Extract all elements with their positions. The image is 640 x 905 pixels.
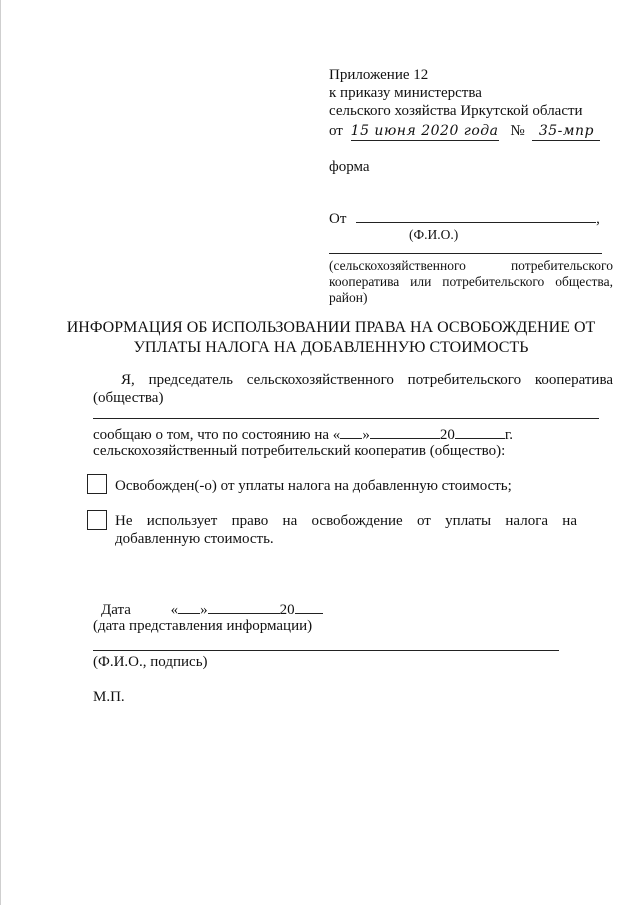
form-label: форма	[329, 159, 370, 175]
option-not-used-label-line1: Не использует право на освобождение от уплаты налога на	[115, 513, 577, 529]
sender-fio-blank[interactable]	[356, 208, 596, 223]
sender-from-label: От	[329, 211, 347, 227]
option-exempt-label: Освобожден(-о) от уплаты налога на добавленную стоимость;	[115, 478, 512, 494]
footer-year-blank[interactable]	[295, 599, 323, 614]
signature-blank[interactable]	[93, 650, 559, 651]
footer-date-line	[101, 599, 323, 619]
order-number-sign: №	[510, 123, 525, 139]
footer-day-blank[interactable]	[178, 599, 200, 614]
order-line-ministry: к приказу министерства	[329, 85, 482, 101]
order-date-handwritten: 15 июня 2020 года	[350, 123, 499, 139]
org-hint-part1: (сельскохозяйственного	[329, 258, 466, 273]
document-title-line1: ИНФОРМАЦИЯ ОБ ИСПОЛЬЗОВАНИИ ПРАВА НА ОСВОБОЖДЕНИЕ ОТ	[66, 319, 596, 336]
report-year-blank[interactable]	[455, 424, 505, 439]
report-quote-close: »	[362, 427, 370, 443]
report-day-blank[interactable]	[340, 424, 362, 439]
order-date-line	[329, 122, 600, 141]
report-month-blank[interactable]	[370, 424, 440, 439]
report-date-line	[93, 424, 513, 444]
stamp-place-label: М.П.	[93, 689, 125, 705]
footer-date-open: «	[170, 602, 179, 618]
footer-date-hint: (дата представления информации)	[93, 618, 313, 634]
footer-year-prefix: 20	[279, 602, 295, 618]
option-not-used-label-line2: добавленную стоимость.	[115, 531, 274, 547]
body-para1-line2: (общества)	[93, 390, 164, 406]
sender-from-line: От ,	[329, 208, 600, 228]
chairman-name-blank[interactable]	[93, 418, 599, 419]
report-prefix: сообщаю о том, что по состоянию на «	[93, 427, 341, 443]
sender-org-hint-line2: кооператива или потребительского общества,	[329, 274, 613, 289]
option-exempt-checkbox[interactable]	[87, 474, 107, 494]
order-date-prefix: от	[329, 123, 343, 139]
footer-month-blank[interactable]	[208, 599, 280, 614]
footer-date-close: »	[200, 602, 208, 618]
option-not-used-checkbox[interactable]	[87, 510, 107, 530]
report-year-suffix: г.	[504, 427, 514, 443]
document-title-line2: УПЛАТЫ НАЛОГА НА ДОБАВЛЕННУЮ СТОИМОСТЬ	[133, 339, 529, 356]
org-hint-part2: потребительского	[510, 258, 613, 273]
order-line-region: сельского хозяйства Иркутской области	[329, 103, 583, 119]
sender-org-blank[interactable]	[329, 253, 602, 254]
body-para1-line1: Я, председатель сельскохозяйственного потребительского кооператива	[121, 372, 613, 388]
sender-org-hint-line3: район)	[329, 290, 368, 305]
appendix-title: Приложение 12	[329, 67, 429, 83]
sender-fio-hint: (Ф.И.О.)	[409, 227, 459, 242]
coop-line: сельскохозяйственный потребительский кооператив (общество):	[93, 443, 506, 459]
footer-date-label: Дата	[101, 602, 131, 618]
signature-hint: (Ф.И.О., подпись)	[93, 654, 208, 670]
order-number-handwritten: 35-мпр	[532, 122, 600, 141]
report-year-prefix: 20	[439, 427, 455, 443]
